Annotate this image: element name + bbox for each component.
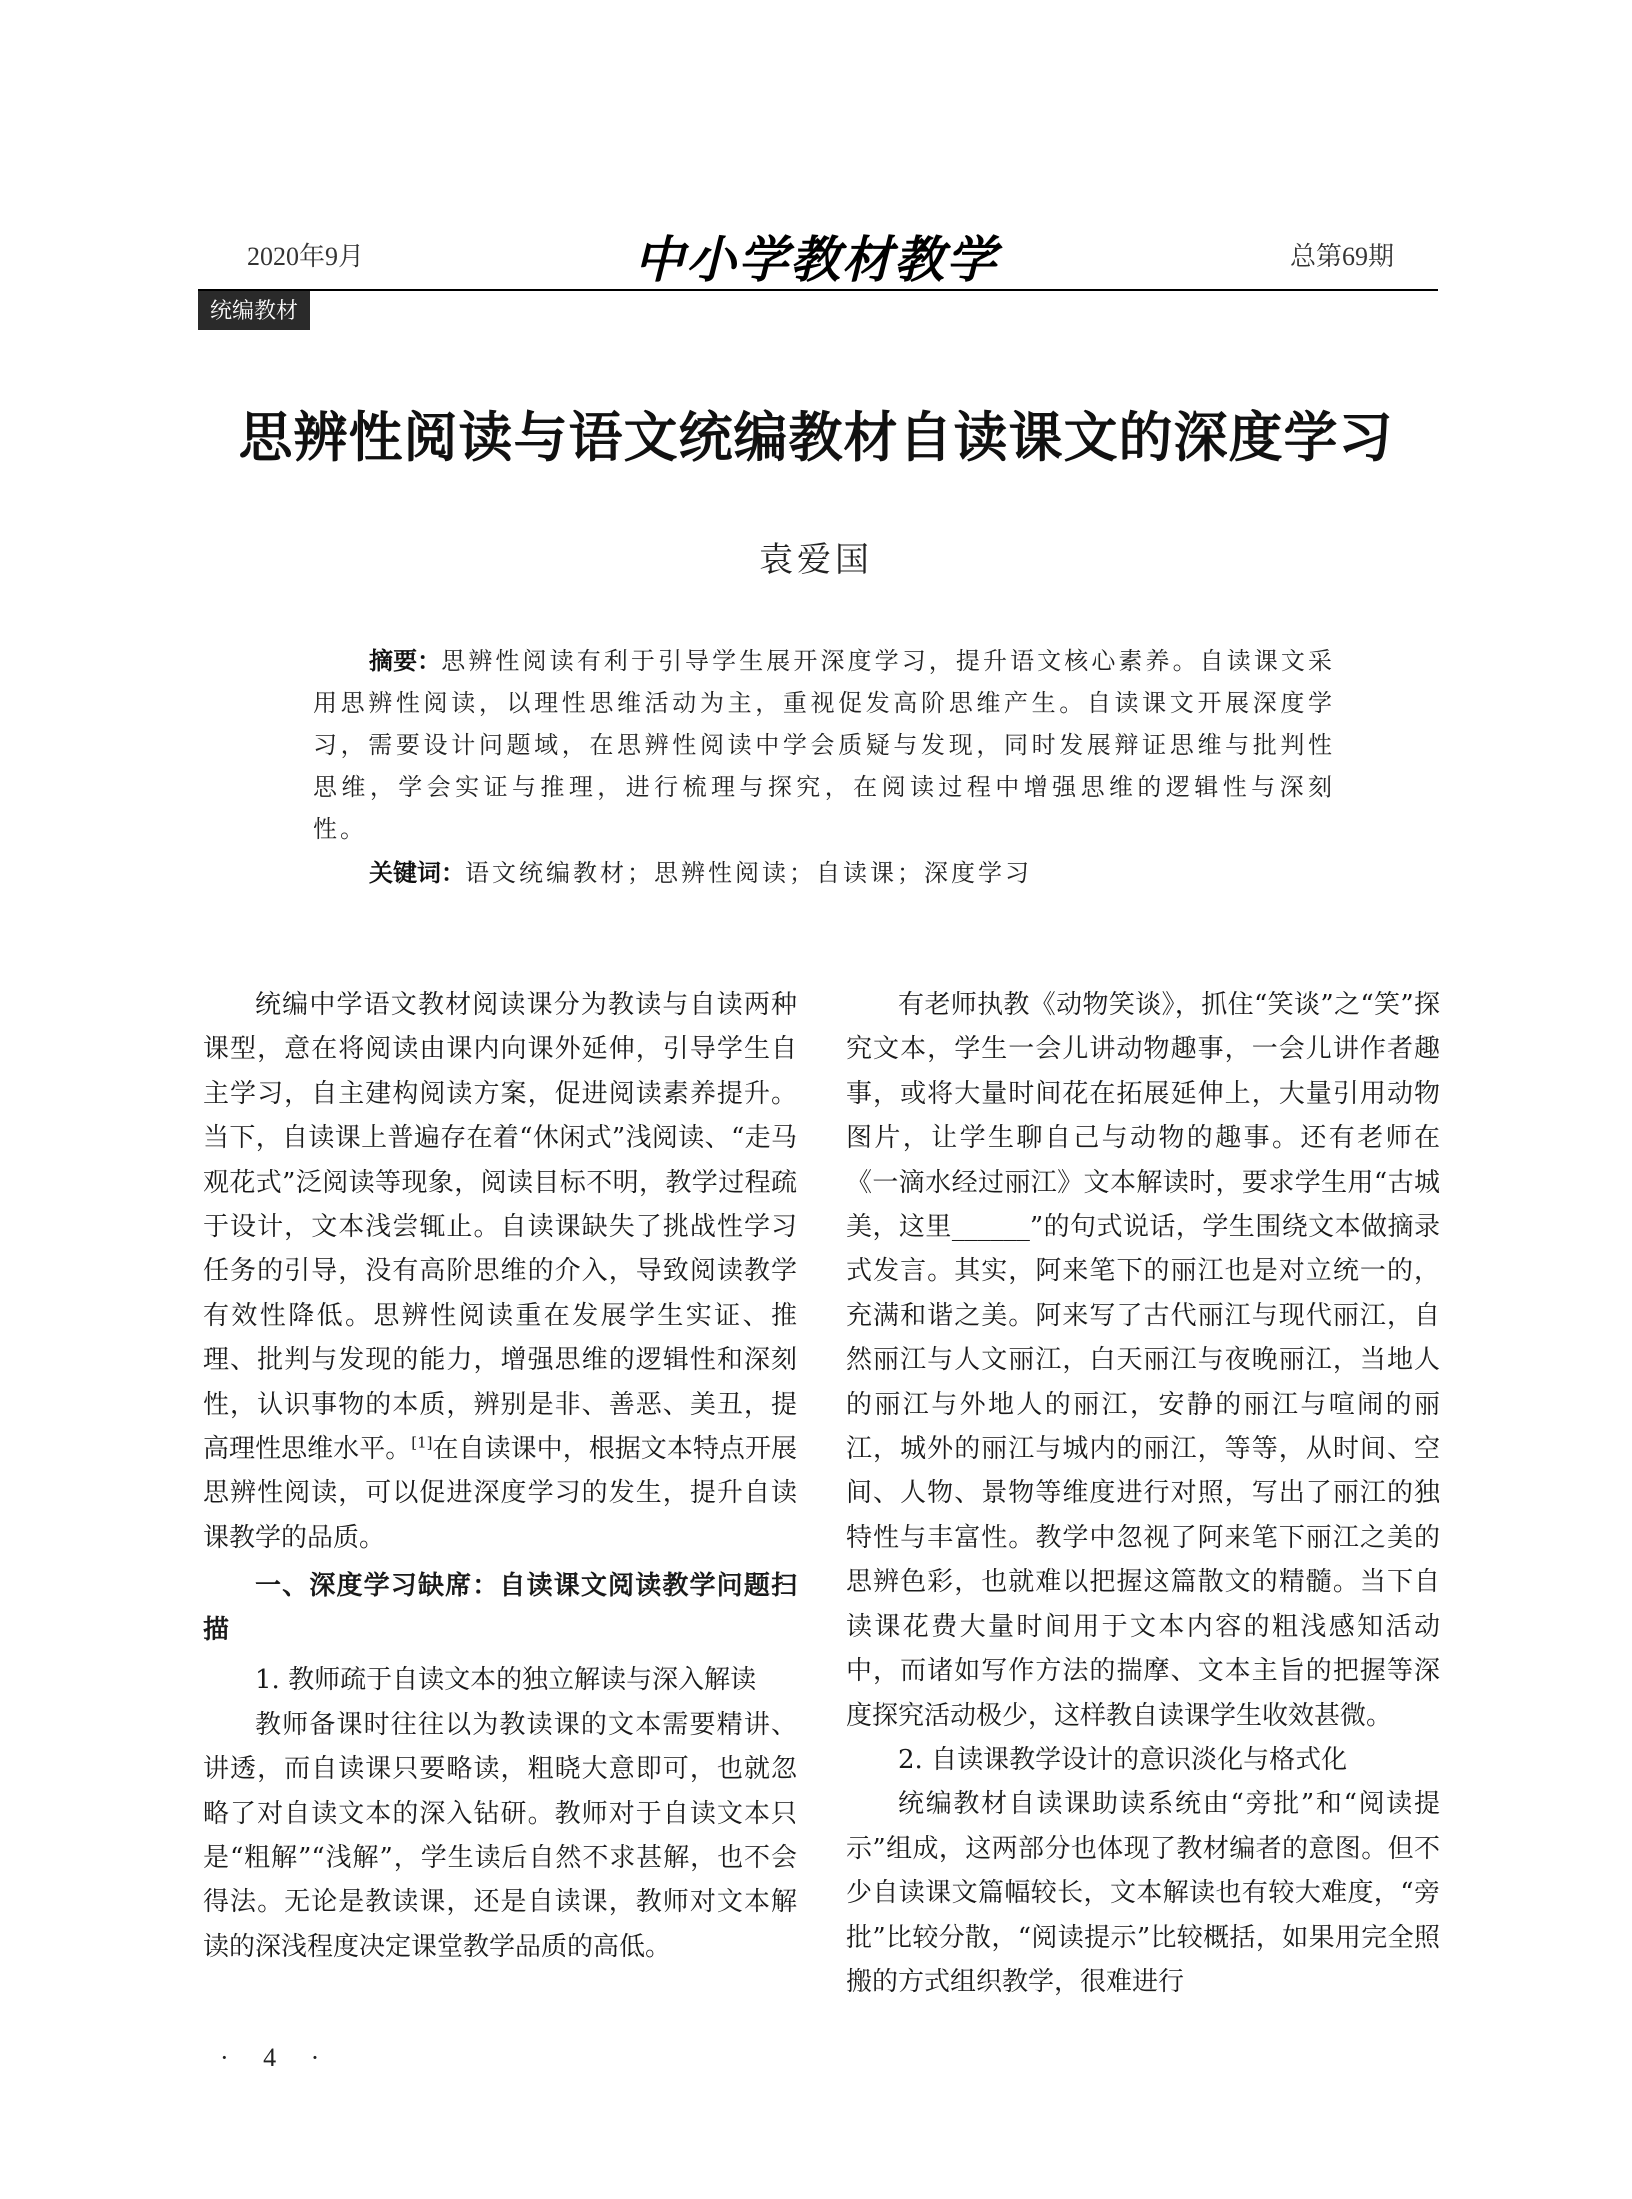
subsection-heading: 2. 自读课教学设计的意识淡化与格式化 (898, 1744, 1348, 1775)
abstract (313, 640, 1335, 850)
article-author: 袁爱国 (759, 540, 873, 580)
paragraph-text: 在自读课中，根据文本特点开展思辨性阅读，可以促进深度学习的发生，提升自读课教学的品质。 (203, 1434, 797, 1553)
page-number: · 4 · (220, 2043, 334, 2072)
body-paragraph: 教师备课时往往以为教读课的文本需要精讲、讲透，而自读课只要略读，粗晓大意即可，也就忽略了对自读文本的深入钻研。教师对于自读文本只是“粗解”“浅解”，学生读后自然不求甚解，也不会得法。无论是教读课，还是自读课，教师对文本解读的深浅程度决定课堂教学品质的高低。 (203, 1709, 797, 1962)
abstract-text: 思辨性阅读有利于引导学生展开深度学习，提升语文核心素养。自读课文采用思辨性阅读，以理性思维活动为主，重视促发高阶思维产生。自读课文开展深度学习，需要设计问题域，在思辨性阅读中学会质疑与发现，同时发展辩证思维与批判性思维，学会实证与推理，进行梳理与探究，在阅读过程中增强思维的逻辑性与深刻性。 (313, 647, 1336, 843)
body-column-left (203, 983, 797, 1969)
abstract-label: 摘要： (369, 647, 442, 675)
body-paragraph (203, 983, 797, 1560)
keywords-text: 语文统编教材；思辨性阅读；自读课；深度学习 (465, 859, 1032, 887)
header-issue: 总第69期 (1289, 242, 1394, 271)
body-column-right (846, 983, 1440, 2004)
journal-logo: 中小学教材教学 (634, 230, 998, 289)
section-heading: 一、深度学习缺席：自读课文阅读教学问题扫描 (203, 1571, 797, 1646)
body-paragraph: 统编教材自读课助读系统由“旁批”和“阅读提示”组成，这两部分也体现了教材编者的意图。但不少自读课文篇幅较长，文本解读也有较大难度，“旁批”比较分散，“阅读提示”比较概括，如果用完全照搬的方式组织教学，很难进行 (846, 1789, 1440, 1997)
article-title: 思辨性阅读与语文统编教材自读课文的深度学习 (238, 406, 1394, 469)
subsection-heading: 1. 教师疏于自读文本的独立解读与深入解读 (255, 1665, 757, 1696)
keywords (313, 852, 1335, 894)
section-tag: 统编教材 (198, 291, 310, 330)
keywords-label: 关键词： (369, 859, 465, 887)
body-paragraph: 有老师执教《动物笑谈》，抓住“笑谈”之“笑”探究文本，学生一会儿讲动物趣事，一会儿讲作者趣事，或将大量时间花在拓展延伸上，大量引用动物图片，让学生聊自己与动物的趣事。还有老师在《一滴水经过丽江》文本解读时，要求学生用“古城美，这里______”的句式说话，学生围绕文本做摘录式发言。其实，阿来笔下的丽江也是对立统一的，充满和谐之美。阿来写了古代丽江与现代丽江，自然丽江与人文丽江，白天丽江与夜晚丽江，当地人的丽江与外地人的丽江，安静的丽江与喧闹的丽江，城外的丽江与城内的丽江，等等，从时间、空间、人物、景物等维度进行对照，写出了丽江的独特性与丰富性。教学中忽视了阿来笔下丽江之美的思辨色彩，也就难以把握这篇散文的精髓。当下自读课花费大量时间用于文本内容的粗浅感知活动中，而诸如写作方法的揣摩、文本主旨的把握等深度探究活动极少，这样教自读课学生收效甚微。 (846, 990, 1440, 1731)
reference-marker: [1] (411, 1433, 433, 1452)
paragraph-text: 统编中学语文教材阅读课分为教读与自读两种课型，意在将阅读由课内向课外延伸，引导学生自主学习，自主建构阅读方案，促进阅读素养提升。当下，自读课上普遍存在着“休闲式”浅阅读、“走马观花式”泛阅读等现象，阅读目标不明，教学过程疏于设计，文本浅尝辄止。自读课缺失了挑战性学习任务的引导，没有高阶思维的介入，导致阅读教学有效性降低。思辨性阅读重在发展学生实证、推理、批判与发现的能力，增强思维的逻辑性和深刻性，认识事物的本质，辨别是非、善恶、美丑，提高理性思维水平。 (203, 990, 797, 1465)
header-rule (198, 289, 1438, 291)
header-date: 2020年9月 (247, 242, 365, 271)
